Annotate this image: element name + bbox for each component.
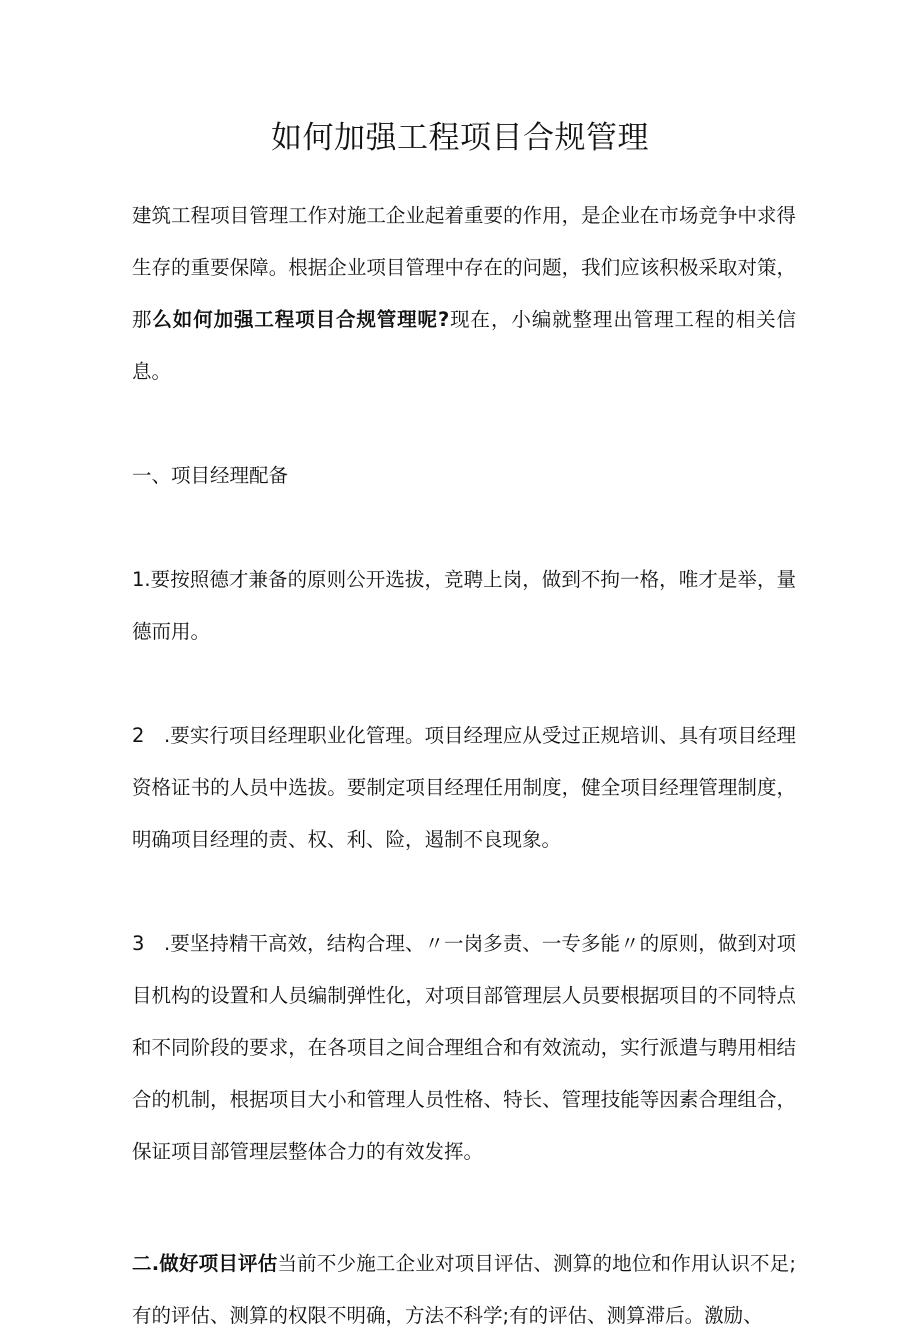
- section2-heading: 二.做好项目评估: [132, 1252, 278, 1275]
- section2-text: 当前不少施工企业对项目评估、测算的地位和作用认识不足;有的评估、测算的权限不明确，方法不科学;有的评估、测算滞后。激励、: [132, 1252, 796, 1327]
- document-title: 如何加强工程项目合规管理: [271, 120, 649, 156]
- section1-item-1: 1.要按照德才兼备的原则公开选拔，竞聘上岗，做到不拘一格，唯才是举，量德而用。: [132, 568, 796, 643]
- section1-item-3: 3 .要坚持精干高效，结构合理、〃一岗多责、一专多能〃的原则，做到对项目机构的设置和人员编制弹性化，对项目部管理层人员要根据项目的不同特点和不同阶段的要求，在各项目之间合理组合和有效流动，实行派遣与聘用相结合的机制，根据项目大小和管理人员性格、特长、管理技能等因素合理组合，保证项目部管理层整体合力的有效发挥。: [132, 932, 796, 1163]
- intro-text-b: 现在，小编就整理出管理工程的相关信息。: [132, 308, 796, 383]
- intro-bold-question: 么如何加强工程项目合规管理呢?: [152, 308, 450, 331]
- section2-paragraph: [132, 1238, 796, 1342]
- spacer: [132, 398, 796, 450]
- spacer: [132, 502, 796, 554]
- spacer: [132, 866, 796, 918]
- intro-paragraph: [132, 190, 796, 398]
- section1-heading: 一、项目经理配备: [132, 464, 289, 487]
- document-body: [132, 190, 796, 1342]
- spacer: [132, 658, 796, 710]
- intro-text-a: 建筑工程项目管理工作对施工企业起着重要的作用，是企业在市场竞争中求得生存的重要保障。根据企业项目管理中存在的问题，我们应该积极采取对策，那: [132, 204, 796, 331]
- section1-item-2: 2 .要实行项目经理职业化管理。项目经理应从受过正规培训、具有项目经理资格证书的人员中选拔。要制定项目经理任用制度，健全项目经理管理制度，明确项目经理的责、权、利、险，遏制不良现象。: [132, 724, 796, 851]
- spacer: [132, 1178, 796, 1238]
